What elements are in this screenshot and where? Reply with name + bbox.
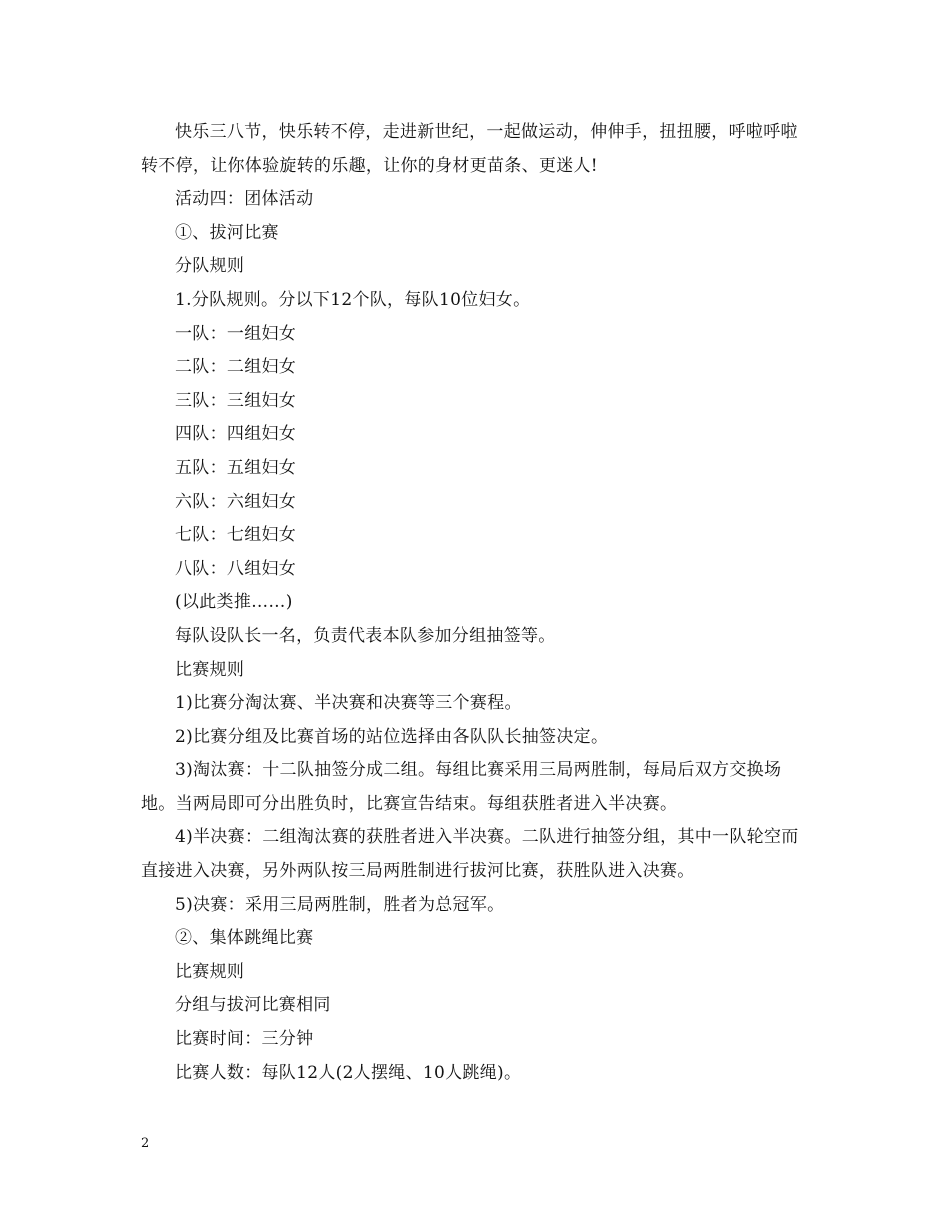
paragraph: 分组与拔河比赛相同 — [175, 995, 331, 1016]
page-number: 2 — [141, 1136, 150, 1151]
paragraph: 每队设队长一名，负责代表本队参加分组抽签等。 — [175, 625, 556, 646]
paragraph: 八队：八组妇女 — [175, 558, 297, 579]
paragraph: ②、集体跳绳比赛 — [175, 928, 314, 949]
paragraph: 4)半决赛：二组淘汰赛的获胜者进入半决赛。二队进行抽签分组，其中一队轮空而直接进入决赛，另外两队按三局两胜制进行拔河比赛，获胜队进入决赛。 — [141, 827, 799, 882]
paragraph: 快乐三八节，快乐转不停，走进新世纪，一起做运动，伸伸手，扭扭腰，呼啦呼啦转不停，让你体验旋转的乐趣，让你的身材更苗条、更迷人! — [141, 122, 798, 176]
document-body — [141, 116, 813, 1090]
paragraph: 比赛规则 — [175, 961, 245, 982]
paragraph: 六队：六组妇女 — [175, 491, 297, 512]
paragraph: 五队：五组妇女 — [175, 457, 297, 478]
paragraph: 比赛时间：三分钟 — [175, 1029, 314, 1050]
paragraph: 七队：七组妇女 — [175, 525, 297, 546]
paragraph: 三队：三组妇女 — [175, 390, 297, 411]
paragraph: 2)比赛分组及比赛首场的站位选择由各队队长抽签决定。 — [175, 726, 609, 747]
paragraph: 分队规则 — [175, 256, 245, 277]
paragraph: 比赛规则 — [175, 659, 245, 680]
paragraph: ①、拔河比赛 — [175, 222, 279, 243]
paragraph: 一队：一组妇女 — [175, 323, 297, 344]
paragraph: (以此类推……) — [175, 592, 293, 613]
paragraph: 1)比赛分淘汰赛、半决赛和决赛等三个赛程。 — [175, 693, 522, 714]
paragraph: 比赛人数：每队12人(2人摆绳、10人跳绳)。 — [175, 1062, 522, 1083]
paragraph: 3)淘汰赛：十二队抽签分成二组。每组比赛采用三局两胜制，每局后双方交换场地。当两局即可分出胜负时，比赛宣告结束。每组获胜者进入半决赛。 — [141, 760, 782, 814]
paragraph: 二队：二组妇女 — [175, 357, 297, 378]
paragraph: 1.分队规则。分以下12个队，每队10位妇女。 — [175, 289, 531, 310]
paragraph: 四队：四组妇女 — [175, 424, 297, 445]
paragraph: 活动四：团体活动 — [175, 189, 314, 210]
paragraph: 5)决赛：采用三局两胜制，胜者为总冠军。 — [175, 894, 505, 915]
